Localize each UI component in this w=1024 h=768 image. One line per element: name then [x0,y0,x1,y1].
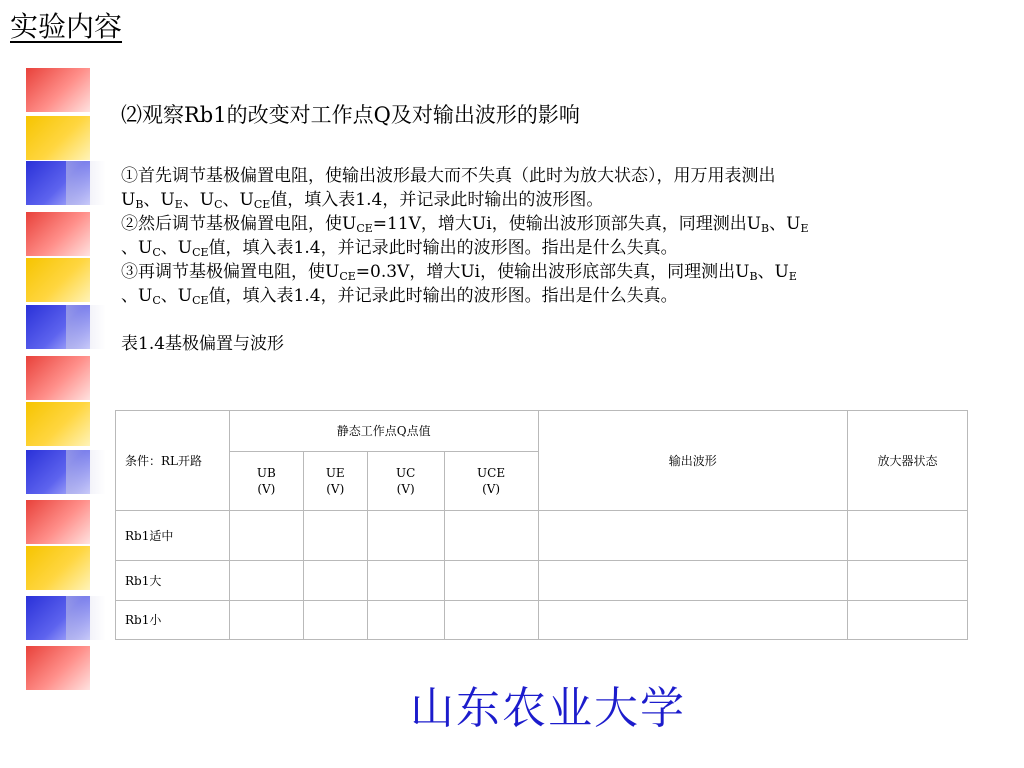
slide-content [121,100,1011,356]
step-1-line-1: ①首先调节基极偏置电阻，使输出波形最大而不失真（此时为放大状态），用万用表测出 [121,166,776,186]
amplifier-state-header: 放大器状态 [848,411,968,511]
ue-header: UE (V) [303,452,367,511]
table-caption: 表1.4基极偏置与波形 [121,334,285,354]
stripe-block [26,116,90,160]
step-3-line-1: ③再调节基极偏置电阻，使$U_{CE}=0.3V$，增大Ui，使输出波形底部失真，同理测出$U_B$、$U_E$ [121,262,797,283]
step-1-line-2: $U_B$、$U_E$、$U_C$、$U_{CE}$值，填入表1.4，并记录此时输出的波形图。 [121,190,604,211]
step-2-line-1: ②然后调节基极偏置电阻，使$U_{CE}=11V$，增大Ui，使输出波形顶部失真，同理测出$U_B$、$U_E$ [121,214,809,235]
stripe-block [26,646,90,690]
uc-header: UC (V) [367,452,444,511]
experiment-subtitle: ⑵观察Rb1的改变对工作点Q及对输出波形的影响 [121,103,580,127]
stripe-block [26,258,90,302]
stripe-block [26,356,90,400]
stripe-block [26,500,90,544]
stripe-block [26,68,90,112]
step-3-line-2: 、$U_C$、$U_{CE}$值，填入表1.4，并记录此时输出的波形图。指出是什么失真。 [121,286,678,307]
slide-title: 实验内容 [10,10,123,43]
row-label: Rb1小 [116,601,230,640]
step-2-line-2: 、$U_C$、$U_{CE}$值，填入表1.4，并记录此时输出的波形图。指出是什么失真。 [121,238,678,259]
stripe-block [26,402,90,446]
stripe-block [26,546,90,590]
bias-waveform-table [115,410,968,640]
static-point-header: 静态工作点Q点值 [229,411,538,452]
uce-header: UCE (V) [444,452,538,511]
condition-header: 条件：RL开路 [116,411,230,511]
ub-header: UB (V) [229,452,303,511]
row-label: Rb1大 [116,561,230,601]
row-label: Rb1适中 [116,511,230,561]
university-name: 山东农业大学 [410,683,686,734]
table-row [116,561,968,601]
output-waveform-header: 输出波形 [538,411,848,511]
stripe-block [26,212,90,256]
table-row [116,601,968,640]
decorative-stripe [0,0,123,768]
table-row [116,511,968,561]
